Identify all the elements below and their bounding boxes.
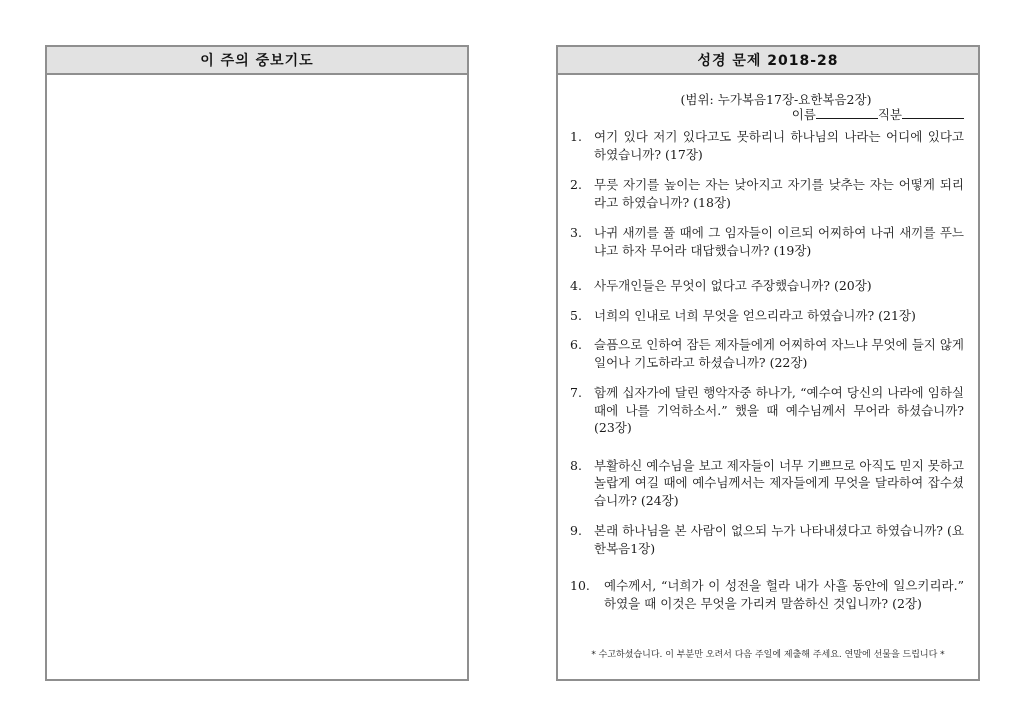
- question-number: 7.: [570, 385, 582, 400]
- question-text: 슬픔으로 인하여 잠든 제자들에게 어찌하여 자느냐 무엇에 들지 않게 일어나 기도하라고 하셨습니까? (22장): [594, 337, 964, 370]
- question-number: 8.: [570, 457, 582, 473]
- prayer-panel-title: 이 주의 중보기도: [47, 47, 467, 75]
- question-text: 너희의 인내로 너희 무엇을 얻으리라고 하였습니까? (21장): [594, 307, 916, 323]
- question-text: 무릇 자기를 높이는 자는 낮아지고 자기를 낮추는 자는 어떻게 되리라고 하였습니까? (18장): [594, 177, 964, 210]
- question-text: 예수께서, “너희가 이 성전을 헐라 내가 사흘 동안에 일으키리라.” 하였을 때 이것은 무엇을 가리켜 말씀하신 것입니까? (2장): [604, 578, 964, 611]
- quiz-panel-title: 성경 문제 2018-28: [558, 47, 978, 75]
- title-blank: [902, 107, 964, 119]
- question-number: 5.: [570, 307, 582, 323]
- question-number: 4.: [570, 278, 582, 293]
- name-blank: [816, 107, 878, 119]
- question-item: [568, 336, 964, 371]
- question-text: 사두개인들은 무엇이 없다고 주장했습니까? (20장): [594, 278, 872, 293]
- question-item: [568, 457, 964, 510]
- bible-quiz-panel: [556, 45, 980, 681]
- question-number: 1.: [570, 129, 582, 144]
- question-item: [568, 277, 964, 295]
- question-item: [568, 176, 964, 211]
- question-item: [568, 307, 964, 325]
- question-item: [568, 522, 964, 557]
- question-item: [568, 577, 964, 612]
- question-text: 부활하신 예수님을 보고 제자들이 너무 기쁘므로 아직도 믿지 못하고 놀랍게 여길 때에 예수님께서는 제자들에게 무엇을 달라하여 잡수셨습니까? (24장): [594, 457, 964, 508]
- question-text: 본래 하나님을 본 사람이 없으되 누가 나타내셨다고 하였습니까? (요한복음1장): [594, 523, 964, 556]
- footer-note: * 수고하셨습니다. 이 부분만 오려서 다음 주일에 제출해 주세요. 연말에 선물을 드립니다 *: [591, 650, 945, 660]
- question-number: 6.: [570, 337, 582, 352]
- quiz-body: [558, 92, 978, 612]
- question-item: [568, 224, 964, 259]
- question-number: 3.: [570, 225, 582, 240]
- question-text: 여기 있다 저기 있다고도 못하리니 하나님의 나라는 어디에 있다고 하였습니까? (17장): [594, 129, 964, 162]
- question-text: 함께 십자가에 달린 행악자중 하나가, “예수여 당신의 나라에 임하실 때에 나를 기억하소서.” 했을 때 예수님께서 무어라 하셨습니까? (23장): [594, 385, 964, 435]
- question-item: [568, 128, 964, 163]
- name-line: [568, 107, 964, 122]
- prayer-panel: [45, 45, 469, 681]
- title-label: 직분: [877, 107, 902, 122]
- question-number: 9.: [570, 523, 582, 538]
- quiz-range: (범위: 누가복음17장-요한복음2장): [680, 92, 872, 107]
- name-label: 이름: [791, 107, 816, 122]
- question-number: 10.: [570, 578, 590, 593]
- question-number: 2.: [570, 177, 582, 192]
- question-text: 나귀 새끼를 풀 때에 그 임자들이 이르되 어찌하여 나귀 새끼를 푸느냐고 하자 무어라 대답했습니까? (19장): [594, 225, 964, 258]
- question-item: [568, 384, 964, 437]
